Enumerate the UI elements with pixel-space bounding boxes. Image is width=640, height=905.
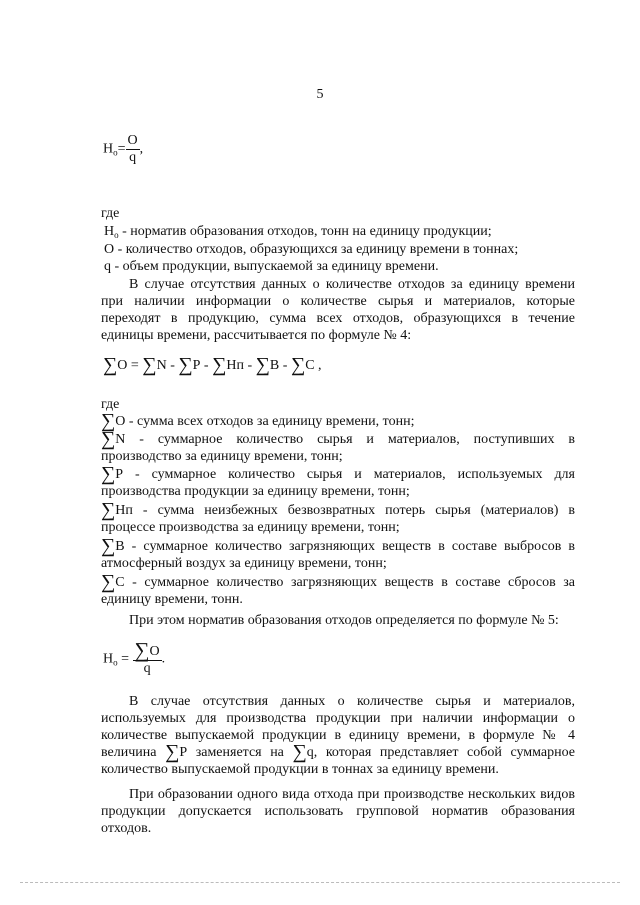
formula-1-lhs: Н — [103, 141, 114, 157]
definition-no-symbol: Н — [104, 224, 115, 239]
sigma-symbol: ∑ — [101, 410, 116, 432]
paragraph-3-part-a: В случае отсутствия данных о количестве сырья и материалов, используемых для производства продукции при наличии информации о количестве выпускаемой продукции в единицу времени, в формуле № 4 величина — [101, 694, 575, 760]
formula-3-numerator — [133, 638, 162, 662]
definition-text: - сумма неизбежных безвозвратных потерь сырья (материалов) в процессе производства за единицу времени, тонн; — [101, 503, 575, 535]
formula-2-minus: - — [279, 358, 291, 373]
paragraph-3-part-c: , которая представляет собой суммарное количество выпускаемой продукции в тоннах за единицу времени. — [101, 745, 575, 777]
formula-2-minus: - — [243, 358, 256, 373]
sigma-symbol: ∑ — [212, 354, 227, 376]
sigma-symbol: ∑ — [101, 571, 116, 593]
formula-2-term-c: С — [305, 358, 315, 373]
formula-3-numerator-text: О — [149, 644, 160, 659]
definition-symbol: О — [115, 414, 126, 429]
formula-2-term-b: В — [269, 358, 280, 373]
where-label-2: где — [101, 397, 120, 412]
sigma-symbol: ∑ — [103, 354, 118, 376]
formula-2-term-h: Н — [226, 358, 237, 373]
formula-1-numerator: О — [127, 133, 138, 148]
paragraph-3-symbol-p: Р — [179, 745, 188, 760]
definition-no-text: - норматив образования отходов, тонн на единицу продукции; — [118, 224, 492, 239]
paragraph-2: При этом норматив образования отходов определяется по формуле № 5: — [129, 613, 559, 628]
definition-q: q - объем продукции, выпускаемой за единицу времени. — [104, 259, 439, 274]
sigma-symbol: ∑ — [292, 741, 307, 763]
definition-symbol: В — [115, 539, 125, 554]
formula-3-lhs: Н — [103, 651, 114, 667]
definition-item — [101, 428, 575, 465]
formula-3-tail: . — [161, 651, 166, 667]
formula-2-term-p: Р — [192, 358, 201, 373]
formula-3-lhs-sub: о — [113, 657, 118, 668]
sigma-symbol: ∑ — [101, 428, 116, 450]
definition-text: - суммарное количество загрязняющих веществ в составе выбросов в атмосферный воздух за единицу времени, тонн; — [101, 539, 575, 571]
formula-2-eq: = — [127, 358, 143, 373]
formula-2-term-n: N — [156, 358, 167, 373]
definition-text: - суммарное количество сырья и материалов, используемых для производства продукции за единицу времени, тонн; — [101, 467, 575, 499]
definition-item — [101, 499, 575, 536]
definition-item — [101, 571, 575, 608]
sigma-symbol: ∑ — [255, 354, 270, 376]
formula-3-denominator: q — [143, 661, 151, 676]
formula-3-fraction — [133, 638, 162, 677]
paragraph-1: В случае отсутствия данных о количестве отходов за единицу времени при наличии информации о количестве сырья и материалов, которые переходят в продукцию, сумма всех отходов, образующихся в течение единицы времени, рассчитывается по формуле № 4: — [101, 277, 575, 343]
formula-2 — [103, 354, 322, 376]
definition-item — [101, 410, 575, 432]
paragraph-3-symbol-q: q — [306, 745, 314, 760]
definition-item — [101, 463, 575, 500]
definition-text: - сумма всех отходов за единицу времени, тонн; — [125, 414, 415, 429]
definition-text: - суммарное количество загрязняющих веществ в составе сбросов за единицу времени, тонн. — [101, 575, 575, 607]
formula-1-eq: = — [117, 141, 126, 157]
formula-1-fraction — [126, 133, 140, 166]
formula-2-term-h-sub: п — [236, 358, 244, 373]
formula-1-tail: , — [139, 141, 144, 157]
formula-2-minus: - — [200, 358, 213, 373]
sigma-symbol: ∑ — [142, 354, 157, 376]
page-number: 5 — [316, 87, 324, 102]
formula-2-tail: , — [314, 358, 322, 373]
sigma-symbol: ∑ — [178, 354, 193, 376]
formula-2-term-o: О — [117, 358, 128, 373]
definition-symbol: Р — [115, 467, 124, 482]
definition-o: О - количество отходов, образующихся за единицу времени в тоннах; — [104, 242, 519, 257]
sigma-symbol: ∑ — [290, 354, 306, 376]
definition-item — [101, 535, 575, 572]
sigma-symbol: ∑ — [101, 463, 116, 485]
paragraph-4: При образовании одного вида отхода при производстве нескольких видов продукции допускается использовать групповой норматив образования отходов. — [101, 787, 575, 836]
sigma-symbol: ∑ — [101, 535, 116, 557]
sigma-symbol: ∑ — [134, 638, 150, 662]
formula-3-eq: = — [117, 651, 133, 667]
formula-1-lhs-sub: о — [113, 147, 118, 158]
definition-text: - суммарное количество сырья и материалов, поступивших в производство за единицу времени, тонн; — [101, 432, 575, 464]
definition-no-symbol-sub: о — [114, 230, 119, 240]
definition-symbol: Нп — [115, 503, 133, 518]
paragraph-3 — [101, 693, 575, 778]
formula-1 — [103, 133, 143, 166]
definition-symbol: С — [115, 575, 125, 590]
sigma-symbol: ∑ — [101, 499, 116, 521]
where-label-1: где — [101, 206, 120, 221]
formula-3 — [103, 638, 166, 677]
sigma-symbol: ∑ — [165, 741, 180, 763]
formula-2-minus: - — [166, 358, 179, 373]
footer-divider — [20, 882, 620, 883]
paragraph-3-part-b: заменяется на — [187, 745, 293, 760]
formula-1-denominator: q — [129, 150, 137, 165]
definition-symbol: N — [115, 432, 126, 447]
